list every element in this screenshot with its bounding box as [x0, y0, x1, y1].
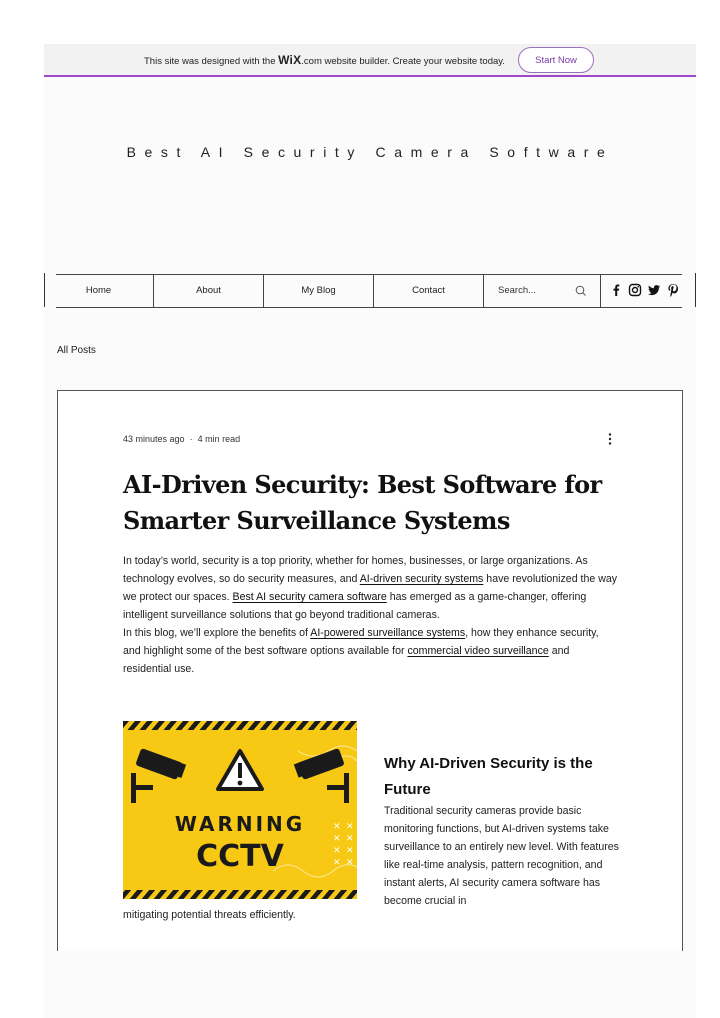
nav-item-contact[interactable]: Contact	[374, 274, 484, 307]
instagram-icon[interactable]	[628, 283, 642, 297]
svg-text:✕: ✕	[346, 858, 354, 868]
svg-text:✕: ✕	[333, 834, 341, 844]
post-intro: In today’s world, security is a top priority, whether for homes, businesses, or large organizations. As technology evolves, so do security measures, and AI-driven security systems have revolutionized the way we protect our spaces. Best AI security camera software has emerged as a game-changer, offering intelligent surveillance solutions that go beyond traditional cameras. In this blog, we’ll explore the benefits of AI-powered surveillance systems, how they enhance security, and highlight some of the best software options available for commercial video surveillance and residential use.	[123, 555, 618, 675]
link-ai-powered-surveillance-systems[interactable]: AI-powered surveillance systems	[310, 627, 466, 639]
site-page	[44, 44, 696, 1018]
pinterest-icon[interactable]	[666, 283, 680, 297]
more-options-icon[interactable]	[604, 431, 616, 447]
twitter-icon[interactable]	[647, 283, 661, 297]
svg-text:✕: ✕	[346, 834, 354, 844]
svg-text:✕: ✕	[333, 858, 341, 868]
site-title[interactable]: Best AI Security Camera Software	[126, 144, 614, 160]
meta-separator: ·	[187, 434, 196, 444]
section-heading: Why AI-Driven Security is the Future	[384, 755, 593, 798]
blog-post-card	[57, 390, 683, 951]
main-nav	[44, 273, 696, 309]
wix-logo: WiX	[278, 53, 302, 67]
image-cctv-text: CCTV	[196, 839, 284, 874]
start-now-button[interactable]: Start Now	[518, 47, 594, 73]
search-input[interactable]	[484, 274, 601, 307]
nav-item-about[interactable]: About	[154, 274, 264, 307]
all-posts-link[interactable]: All Posts	[57, 345, 96, 356]
svg-text:✕: ✕	[346, 846, 354, 856]
link-ai-driven-security-systems[interactable]: AI-driven security systems	[359, 573, 484, 585]
link-best-ai-security-camera-software[interactable]: Best AI security camera software	[232, 591, 387, 603]
search-placeholder: Search...	[498, 285, 537, 296]
wix-banner-text: This site was designed with the WiX.com website builder. Create your website today.	[144, 53, 505, 67]
post-title: AI-Driven Security: Best Software for Smarter Surveillance Systems	[123, 470, 602, 535]
nav-divider	[56, 307, 682, 308]
post-time: 43 minutes ago	[123, 434, 185, 444]
svg-text:✕: ✕	[346, 822, 354, 832]
read-time: 4 min read	[197, 434, 241, 444]
nav-item-my-blog[interactable]: My Blog	[264, 274, 374, 307]
nav-item-home[interactable]: Home	[44, 274, 154, 307]
nav-divider	[695, 273, 696, 307]
link-commercial-video-surveillance[interactable]: commercial video surveillance	[407, 645, 549, 657]
svg-text:✕: ✕	[333, 822, 341, 832]
facebook-icon[interactable]	[609, 283, 623, 297]
svg-text:✕: ✕	[333, 846, 341, 856]
search-icon[interactable]	[574, 284, 588, 298]
image-warning-text: WARNING	[174, 812, 306, 836]
section-text-tail: mitigating potential threats efficiently.	[123, 909, 296, 921]
warning-cctv-image	[123, 721, 357, 899]
section-text: Traditional security cameras provide basic monitoring functions, but AI-driven systems take surveillance to an entirely new level. With features like real-time analysis, pattern recognition, and instant alerts, AI security camera software has become crucial in	[384, 805, 619, 907]
post-meta	[123, 434, 240, 444]
wix-promo-banner	[44, 44, 696, 77]
